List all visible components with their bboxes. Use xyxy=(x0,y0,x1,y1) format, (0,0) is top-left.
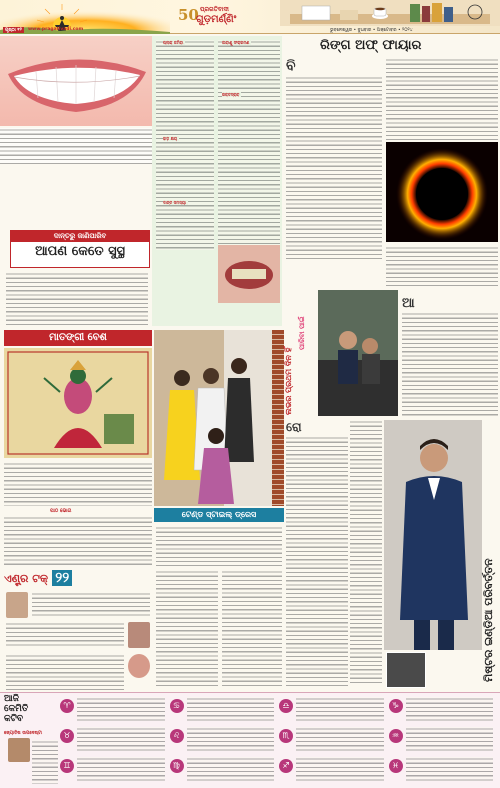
horoscope-text xyxy=(406,727,494,751)
zodiac-icon: ♒ xyxy=(389,729,403,743)
vertical-headline-2: ପାରିବା ପାଇଁ xyxy=(298,316,306,350)
vertical-drop-cap: ଆ xyxy=(402,296,415,311)
ring-drop-cap: ବି xyxy=(286,58,296,74)
horoscope-text xyxy=(296,757,384,781)
entertainment-number: ୨୨ xyxy=(52,570,72,586)
actor-body-text-a xyxy=(286,436,348,686)
zodiac-icon: ♏ xyxy=(279,729,293,743)
teeth-headline-main: ଆପଣ କେତେ ସୁସ୍ଥ xyxy=(35,244,125,259)
zodiac-icon: ♋ xyxy=(170,699,184,713)
vertical-headline-1: ଲଭର ପ୍ରଥମ ଦିନ ହିଁ xyxy=(284,347,293,415)
zodiac-icon: ♈ xyxy=(60,699,74,713)
sub-head-3: ରକ୍ତସ୍ରାବ xyxy=(222,92,240,97)
ring-of-fire-headline: ରିଙ୍ଗ ଅଫ୍ ଫାୟାର xyxy=(320,38,422,53)
celebrity-quote-3 xyxy=(6,654,124,690)
teeth-intro-text xyxy=(6,272,148,328)
zodiac-icon: ♍ xyxy=(170,759,184,773)
entertainment-label xyxy=(4,570,152,588)
horoscope-sign-2 xyxy=(60,726,168,754)
astrologer-photo xyxy=(8,738,30,762)
matangi-sub-head: ପାଠ ଭୋଗ xyxy=(50,508,72,514)
horoscope-sign-5 xyxy=(170,726,278,754)
sub-head-5: ଦାନ୍ତ ସମସ୍ୟା xyxy=(163,200,187,205)
anniversary-badge: 50 xyxy=(178,6,199,24)
horoscope-sign-9 xyxy=(279,756,387,784)
goddess-painting xyxy=(4,348,152,458)
horoscope-text xyxy=(77,727,165,751)
teeth-smile-photo xyxy=(0,36,152,126)
fashion-text xyxy=(156,526,282,566)
celebrity-quote-1 xyxy=(32,592,150,618)
actor-drop-cap: ରୋ xyxy=(286,420,302,434)
couple-photo xyxy=(318,290,398,416)
zodiac-icon: ♐ xyxy=(279,759,293,773)
horoscope-sign-10 xyxy=(389,696,497,724)
ring-body-text-b xyxy=(386,58,498,140)
brick-wall xyxy=(272,330,284,506)
horoscope-sign-3 xyxy=(60,756,168,784)
horoscope-text xyxy=(77,757,165,781)
dateline: ଭୁବନେଶ୍ୱର • ବୁଧବାର • ଅକ୍ଟୋବର • ୨୦୨୪ xyxy=(330,28,413,33)
celebrity-photo-3 xyxy=(128,654,150,678)
horoscope-text xyxy=(187,757,275,781)
horoscope-text xyxy=(296,697,384,721)
actor-photo xyxy=(384,420,484,650)
horoscope-title-3: କଟିବ xyxy=(4,714,24,724)
teeth-problem-photo xyxy=(218,245,280,303)
teeth-headline-box xyxy=(10,230,150,268)
horoscope-sign-6 xyxy=(170,756,278,784)
sub-head-1: ପ୍ଲାକ୍ ଜମିବା xyxy=(163,40,184,45)
fashion-bullets-b xyxy=(222,570,282,686)
entertainment-label-text: ଏଣ୍ଟ୍ର ଟକ୍ xyxy=(4,572,48,585)
coffee-books-illustration xyxy=(280,0,500,26)
matangi-headline: ମାତଙ୍ଗୀ ବେଶ xyxy=(4,330,152,346)
horoscope-text xyxy=(296,727,384,751)
solar-eclipse-photo xyxy=(386,142,498,242)
horoscope-text xyxy=(406,757,494,781)
sunrise-yoga-illustration xyxy=(0,0,170,34)
ring-body-text-c xyxy=(386,246,498,286)
matangi-text-a xyxy=(4,462,152,506)
fashion-bullets-a xyxy=(156,570,218,686)
section-title: ଗୁଡ଼ମର୍ଣ୍ଣିଂ xyxy=(196,14,237,25)
teeth-side-text xyxy=(0,128,152,164)
matangi-text-b xyxy=(4,516,152,566)
horoscope-sign-1 xyxy=(60,696,168,724)
celebrity-photo-1 xyxy=(6,592,28,618)
horoscope-grid xyxy=(60,696,498,786)
teeth-body-text-a xyxy=(156,40,214,250)
publisher-name: ପ୍ରଗତିବାଦୀ xyxy=(200,6,229,13)
website-url: www.pragativadi.com xyxy=(28,27,84,32)
actor-body-text-b xyxy=(350,420,382,686)
horoscope-sign-4 xyxy=(170,696,278,724)
zodiac-icon: ♉ xyxy=(60,729,74,743)
horoscope-title xyxy=(4,694,60,724)
masthead xyxy=(0,0,500,34)
teeth-body-text-b xyxy=(218,40,280,250)
fashion-models-photo xyxy=(154,330,272,506)
horoscope-sign-12 xyxy=(389,756,497,784)
zodiac-icon: ♑ xyxy=(389,699,403,713)
vertical-body-text xyxy=(402,312,498,418)
teeth-headline-top: ଦାନ୍ତରୁ ଜାଣିପାରିବ xyxy=(11,231,149,242)
sub-head-2: ଜୀବାଣୁ ସଂକ୍ରମଣ xyxy=(222,40,250,45)
horoscope-sign-11 xyxy=(389,726,497,754)
astrologer-text xyxy=(32,740,58,784)
actor-vertical-title: ମିଷ୍ଟର ଇଣ୍ଡିଆ ପରିବର୍ତ୍ତନ xyxy=(482,420,498,688)
ring-body-text-a xyxy=(286,76,382,260)
astrologer-label: ଜ୍ୟୋତିଷ ଉପଦେଷ୍ଟା xyxy=(4,731,43,736)
zodiac-icon: ♓ xyxy=(389,759,403,773)
celebrity-photo-2 xyxy=(128,622,150,648)
horoscope-text xyxy=(187,697,275,721)
horoscope-sign-7 xyxy=(279,696,387,724)
sub-head-4: ହାଡ଼ କ୍ଷୟ xyxy=(163,136,178,141)
celebrity-quote-2 xyxy=(6,622,124,648)
zodiac-icon: ♊ xyxy=(60,759,74,773)
page-label: ପୃଷ୍ଠା ୧୨ xyxy=(5,28,22,33)
horoscope-title-2: କେମିତି xyxy=(4,704,29,714)
zodiac-icon: ♌ xyxy=(170,729,184,743)
fashion-caption: ଟେଣ୍ଡ ସ୍ଟାଇଲ୍ ଡ୍ରେସ xyxy=(154,508,284,522)
horoscope-title-1: ଆଜି xyxy=(4,694,19,704)
horoscope-text xyxy=(406,697,494,721)
horoscope-text xyxy=(77,697,165,721)
zodiac-icon: ♎ xyxy=(279,699,293,713)
actor-inset-photo xyxy=(386,652,426,688)
horoscope-text xyxy=(187,727,275,751)
horoscope-sign-8 xyxy=(279,726,387,754)
